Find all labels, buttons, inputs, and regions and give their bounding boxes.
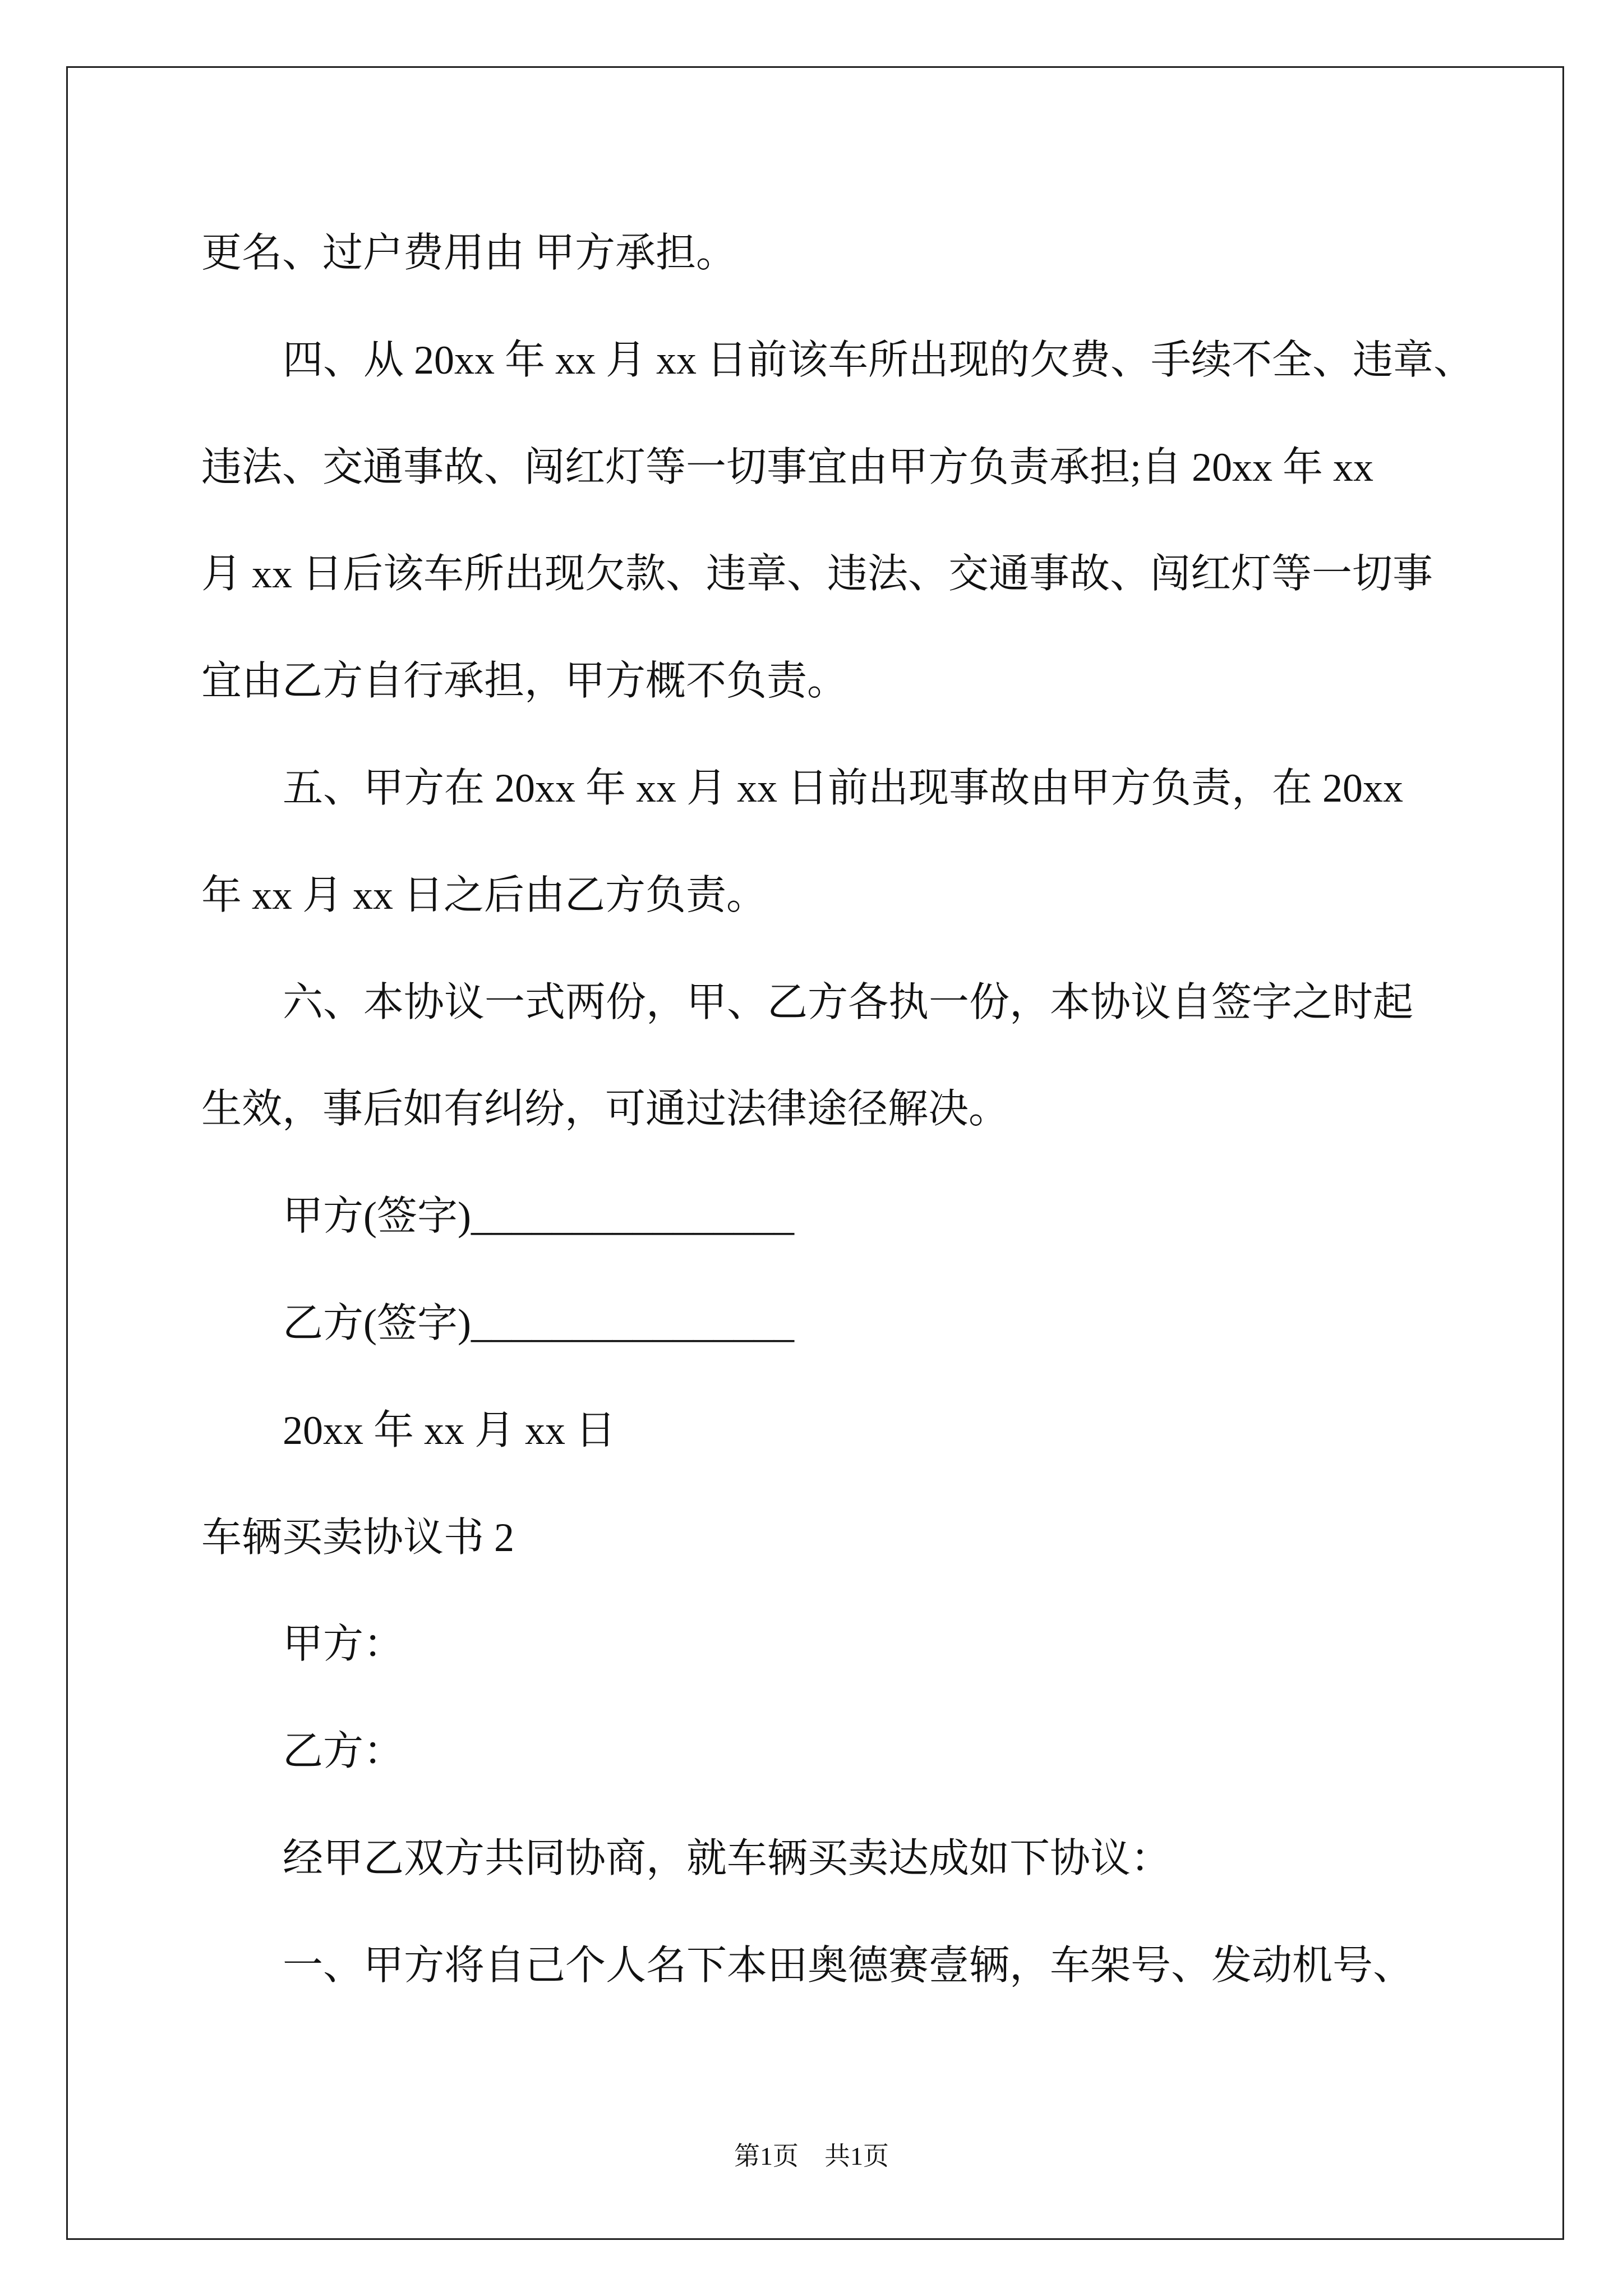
clause-five-line: 五、甲方在 20xx 年 xx 月 xx 日前出现事故由甲方负责，在 20xx [283, 765, 1404, 811]
date-line: 20xx 年 xx 月 xx 日 [283, 1407, 616, 1453]
clause-one-line: 一、甲方将自己个人名下本田奥德赛壹辆，车架号、发动机号、 [283, 1943, 1414, 1988]
clause-four-line: 月 xx 日后该车所出现欠款、违章、违法、交通事故、闯红灯等一切事 [201, 551, 1433, 597]
clause-six-line: 生效，事后如有纠纷，可通过法律途径解决。 [201, 1087, 1009, 1132]
page-total: 共1页 [824, 2142, 889, 2170]
agreement-intro-line: 经甲乙双方共同协商，就车辆买卖达成如下协议： [283, 1835, 1172, 1881]
signature-line-party-b: 乙方(签字)________________ [283, 1300, 794, 1346]
party-a-label: 甲方： [283, 1622, 404, 1667]
section-heading: 车辆买卖协议书 2 [201, 1515, 515, 1560]
page-footer [0, 2139, 1623, 2173]
clause-five-line: 年 xx 月 xx 日之后由乙方负责。 [201, 872, 767, 918]
clause-six-line: 六、本协议一式两份，甲、乙方各执一份，本协议自签字之时起 [283, 979, 1414, 1025]
party-b-label: 乙方： [283, 1729, 404, 1774]
page-number: 第1页 [734, 2142, 799, 2170]
document-body [201, 200, 1525, 2019]
clause-four-line: 违法、交通事故、闯红灯等一切事宜由甲方负责承担;自 20xx 年 xx [201, 444, 1374, 490]
clause-four-line: 四、从 20xx 年 xx 月 xx 日前该车所出现的欠费、手续不全、违章、 [283, 337, 1474, 383]
clause-four-line: 宜由乙方自行承担，甲方概不负责。 [201, 659, 848, 704]
paragraph-line: 更名、过户费用由 甲方承担。 [201, 231, 737, 275]
signature-line-party-a: 甲方(签字)________________ [283, 1194, 794, 1239]
